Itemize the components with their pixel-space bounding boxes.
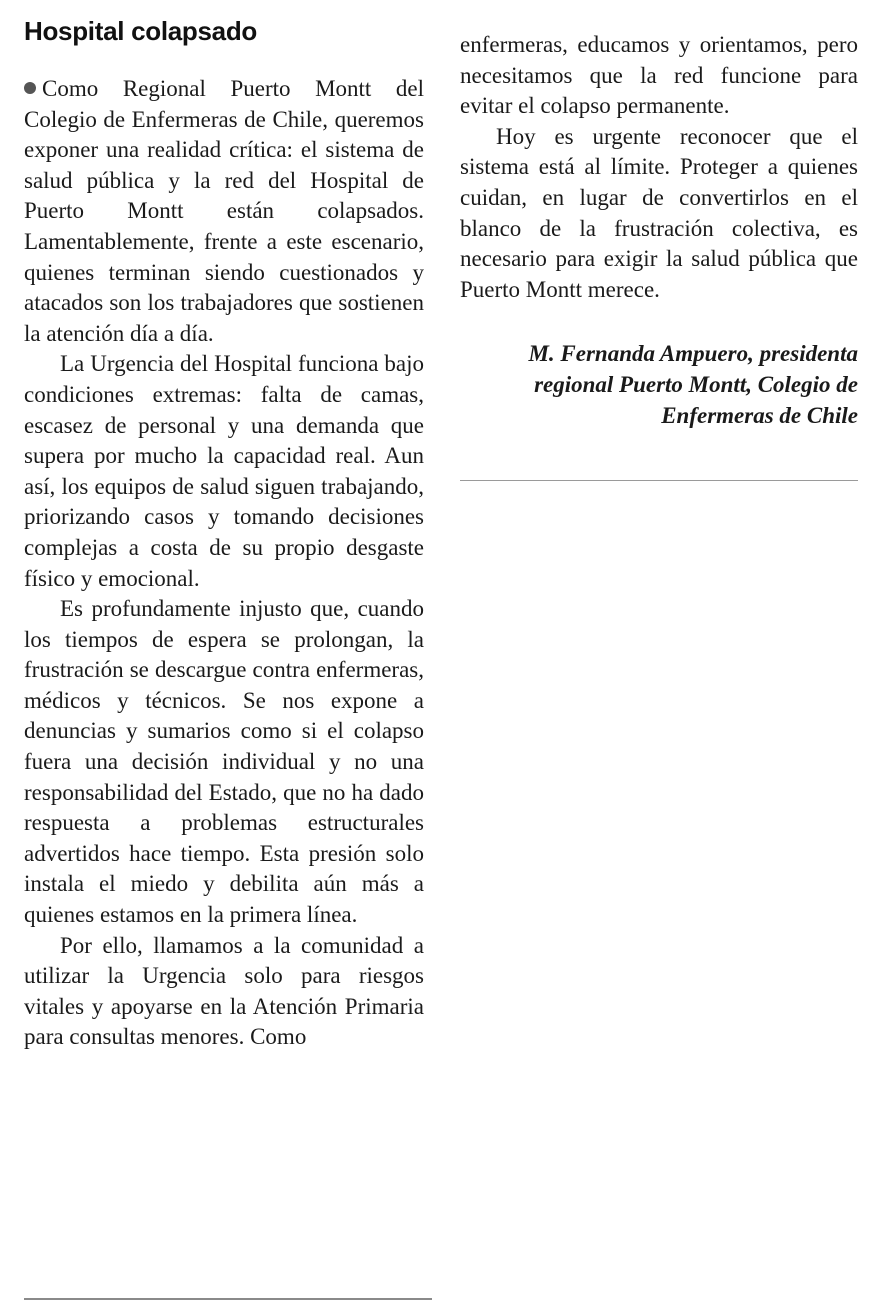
signature-line-2: regional Puerto Montt, Colegio de	[534, 371, 858, 397]
divider-bottom-left	[24, 1298, 432, 1300]
signature-line-1: M. Fernanda Ampuero, presidenta	[528, 341, 858, 367]
paragraph-1-text: Como Regional Puerto Montt del Colegio de Enfermeras de Chile, queremos exponer una realidad crítica: el sistema de salud pública y la red del Hospital de Puerto Montt están colapsados. Lamentablemente, frente a este escenario, quienes terminan siendo cuestionados y atacados son los trabajadores que sostienen la atención día a día.	[24, 76, 424, 346]
divider-right	[460, 480, 858, 481]
signature-line-3: Enfermeras de Chile	[661, 402, 858, 428]
article-right-column	[460, 30, 858, 431]
author-signature	[460, 339, 858, 431]
article-paragraph-4: Por ello, llamamos a la comunidad a utilizar la Urgencia solo para riesgos vitales y apoyarse en la Atención Primaria para consultas menores. Como	[24, 932, 424, 1050]
article-paragraph-6: Hoy es urgente reconocer que el sistema está al límite. Proteger a quienes cuidan, en lugar de convertirlos en el blanco de la frustración colectiva, es necesario para exigir la salud pública que Puerto Montt merece.	[460, 123, 858, 302]
article-paragraph-1	[24, 74, 424, 349]
article-paragraph-3: Es profundamente injusto que, cuando los tiempos de espera se prolongan, la frustración se descargue contra enfermeras, médicos y técnicos. Se nos expone a denuncias y sumarios como si el colapso fuera una decisión individual y no una responsabilidad del Estado, que no ha dado respuesta a problemas estructurales advertidos hace tiempo. Esta presión solo instala el miedo y debilita aún más a quienes estamos en la primera línea.	[24, 596, 424, 928]
article-headline: Hospital colapsado	[24, 16, 257, 46]
article-paragraph-5: enfermeras, educamos y orientamos, pero necesitamos que la red funcione para evitar el colapso permanente.	[460, 32, 858, 119]
article-paragraph-2: La Urgencia del Hospital funciona bajo condiciones extremas: falta de camas, escasez de personal y una demanda que supera por mucho la capacidad real. Aun así, los equipos de salud siguen trabajando, priorizando casos y tomando decisiones complejas a costa de su propio desgaste físico y emocional.	[24, 351, 424, 591]
article-left-column	[24, 0, 424, 1053]
bullet-dot-icon	[24, 82, 36, 94]
